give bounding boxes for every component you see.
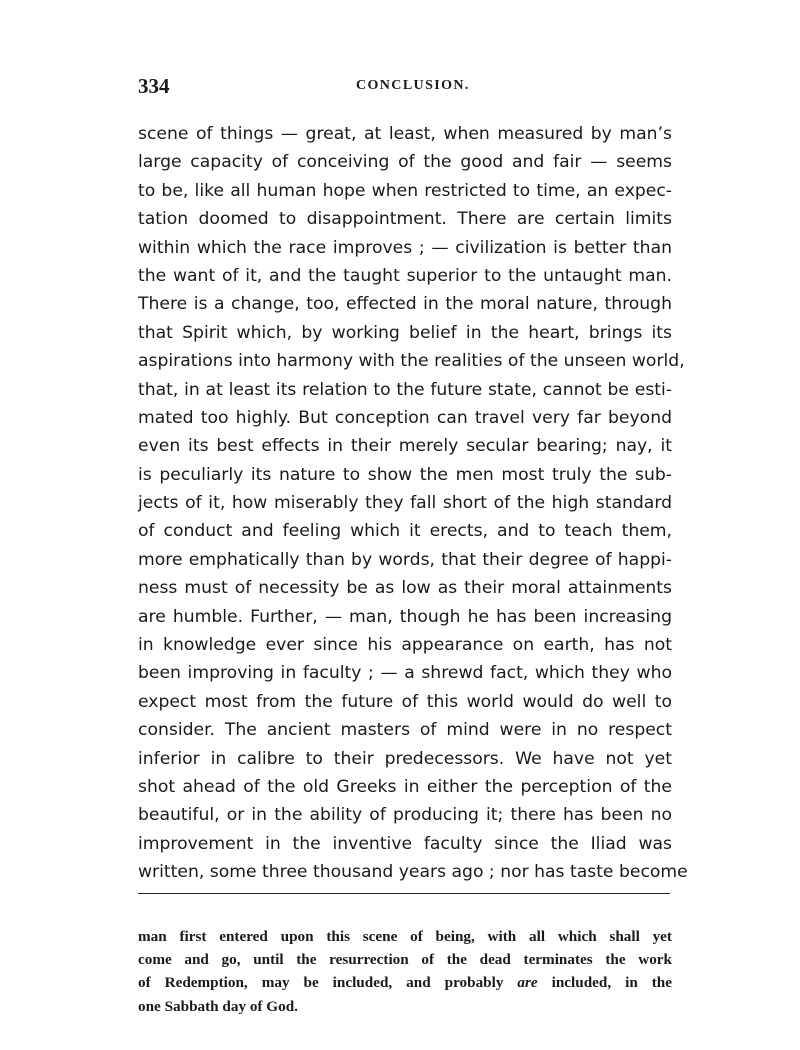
text-line: within which the race improves ; — civilization is better than	[138, 237, 672, 258]
page-number: 334	[138, 74, 170, 98]
footnote-line	[138, 971, 672, 994]
footnote-text: of Redemption, may be included, and probably	[138, 974, 518, 992]
text-line: that Spirit which, by working belief in the heart, brings its	[138, 322, 672, 343]
footnote-line: come and go, until the resurrection of the dead terminates the work	[138, 951, 672, 969]
running-head: CONCLUSION.	[356, 78, 470, 93]
body-text	[138, 120, 688, 887]
text-line: of conduct and feeling which it erects, and to teach them,	[138, 521, 672, 542]
text-line: even its best effects in their merely secular bearing; nay, it	[138, 436, 672, 457]
text-line: aspirations into harmony with the realities of the unseen world,	[138, 351, 685, 372]
text-line: There is a change, too, effected in the moral nature, through	[138, 294, 672, 315]
text-line: the want of it, and the taught superior to the untaught man.	[138, 265, 672, 286]
text-line: large capacity of conceiving of the good and fair — seems	[138, 152, 672, 173]
footnote-line: one Sabbath day of God.	[138, 997, 298, 1015]
text-line: is peculiarly its nature to show the men most truly the sub-	[138, 464, 672, 485]
text-line: inferior in calibre to their predecessors. We have not yet	[138, 748, 672, 769]
text-line: ness must of necessity be as low as their moral attainments	[138, 578, 672, 599]
text-line: are humble. Further, — man, though he has been increasing	[138, 606, 672, 627]
page-header	[138, 74, 670, 104]
footnote-emphasis: are	[517, 974, 538, 992]
footnote-line: man first entered upon this scene of being, with all which shall yet	[138, 928, 672, 945]
text-line: that, in at least its relation to the future state, cannot be esti-	[138, 379, 672, 400]
text-line: expect most from the future of this world would do well to	[138, 691, 672, 712]
text-line: beautiful, or in the ability of producing it; there has been no	[138, 805, 672, 826]
text-line: shot ahead of the old Greeks in either the perception of the	[138, 776, 672, 797]
text-line: more emphatically than by words, that their degree of happi-	[138, 549, 672, 570]
text-line: been improving in faculty ; — a shrewd fact, which they who	[138, 663, 672, 684]
footnote-text: included, in the	[537, 974, 672, 992]
text-line: improvement in the inventive faculty since the Iliad was	[138, 833, 672, 854]
text-line: to be, like all human hope when restricted to time, an expec-	[138, 180, 672, 201]
text-line: consider. The ancient masters of mind were in no respect	[138, 720, 672, 741]
text-line: mated too highly. But conception can travel very far beyond	[138, 407, 672, 428]
text-line: scene of things — great, at least, when measured by man’s	[138, 124, 672, 144]
text-line: in knowledge ever since his appearance on earth, has not	[138, 635, 672, 656]
text-line: written, some three thousand years ago ; nor has taste become	[138, 862, 688, 883]
footnote-divider	[138, 893, 670, 894]
footnote	[138, 925, 672, 1018]
text-line: jects of it, how miserably they fall short of the high standard	[138, 493, 672, 514]
text-line: tation doomed to disappointment. There are certain limits	[138, 209, 672, 230]
